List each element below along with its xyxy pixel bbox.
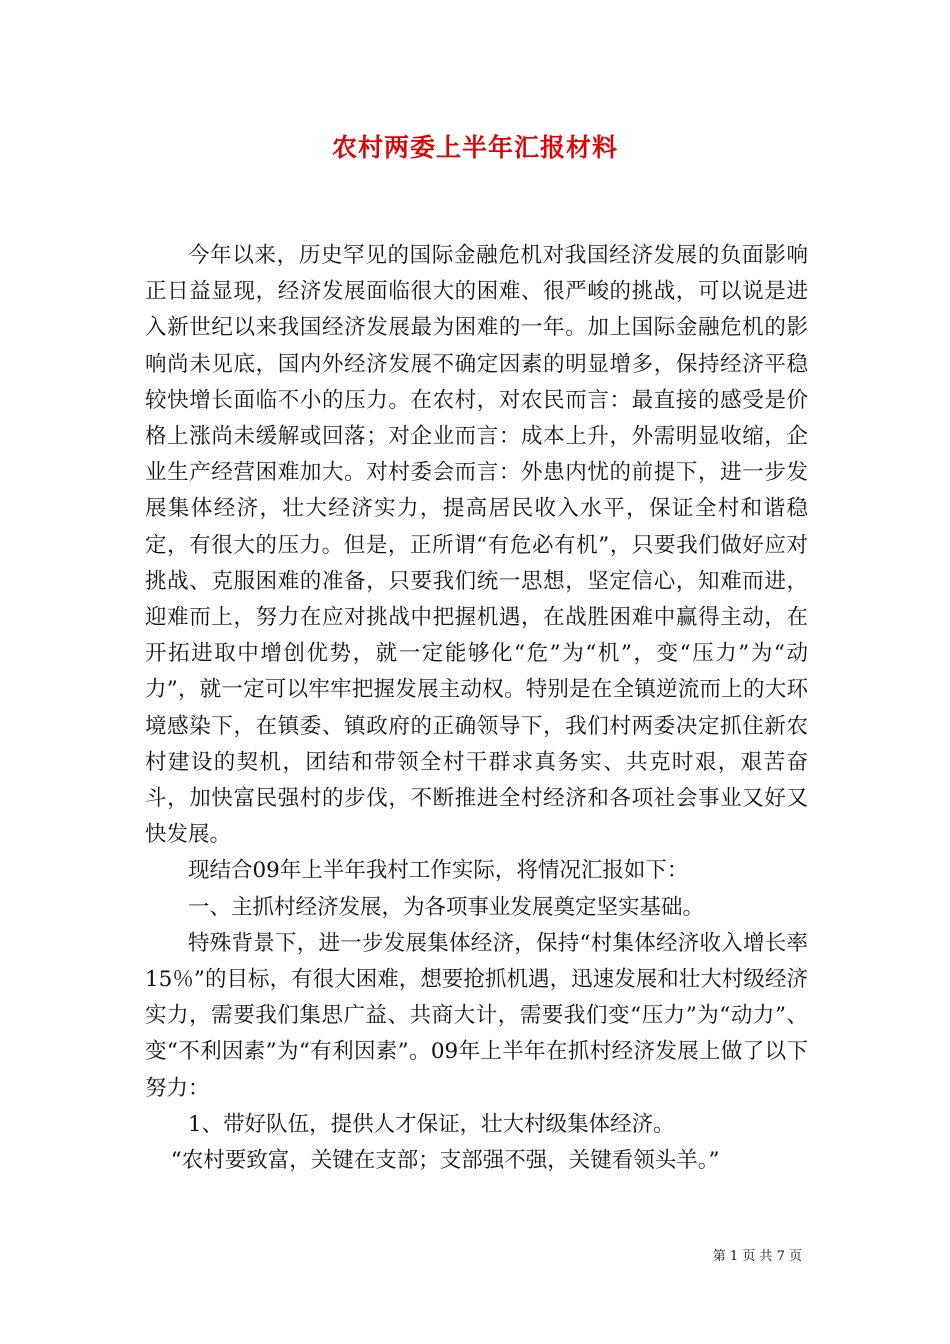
page-number-footer: 第 1 页 共 7 页 xyxy=(712,1249,802,1264)
section-heading-1: 一、主抓村经济发展，为各项事业发展奠定坚实基础。 xyxy=(188,894,705,920)
document-body xyxy=(145,238,808,1179)
paragraph-report-lead: 现结合09年上半年我村工作实际，将情况汇报如下： xyxy=(188,858,689,884)
paragraph-quote: “农村要致富，关键在支部；支部强不强，关键看领头羊。” xyxy=(170,1148,720,1174)
paragraph-intro: 今年以来，历史罕见的国际金融危机对我国经济发展的负面影响正日益显现，经济发展面临很大的困难、很严峻的挑战，可以说是进入新世纪以来我国经济发展最为困难的一年。加上国际金融危机的影响尚未见底，国内外经济发展不确定因素的明显增多，保持经济平稳较快增长面临不小的压力。在农村，对农民而言：最直接的感受是价格上涨尚未缓解或回落；对企业而言：成本上升，外需明显收缩，企业生产经营困难加大。对村委会而言：外患内忧的前提下，进一步发展集体经济，壮大经济实力，提高居民收入水平，保证全村和谐稳定，有很大的压力。但是，正所谓“有危必有机”，只要我们做好应对挑战、克服困难的准备，只要我们统一思想，坚定信心，知难而进，迎难而上，努力在应对挑战中把握机遇，在战胜困难中赢得主动，在开拓进取中增创优势，就一定能够化“危”为“机”，变“压力”为“动力”，就一定可以牢牢把握发展主动权。特别是在全镇逆流而上的大环境感染下，在镇委、镇政府的正确领导下，我们村两委决定抓住新农村建设的契机，团结和带领全村干群求真务实、共克时艰，艰苦奋斗，加快富民强村的步伐，不断推进全村经济和各项社会事业又好又快发展。 xyxy=(145,243,808,848)
document-title: 农村两委上半年汇报材料 xyxy=(331,133,618,162)
subsection-heading-1: 1、带好队伍，提供人才保证，壮大村级集体经济。 xyxy=(188,1111,675,1137)
paragraph-section-1: 特殊背景下，进一步发展集体经济，保持“村集体经济收入增长率15％”的目标，有很大困难，想要抢抓机遇，迅速发展和壮大村级经济实力，需要我们集思广益、共商大计，需要我们变“压力”为“动力”、变“不利因素”为“有利因素”。09年上半年在抓村经济发展上做了以下努力： xyxy=(145,930,808,1101)
